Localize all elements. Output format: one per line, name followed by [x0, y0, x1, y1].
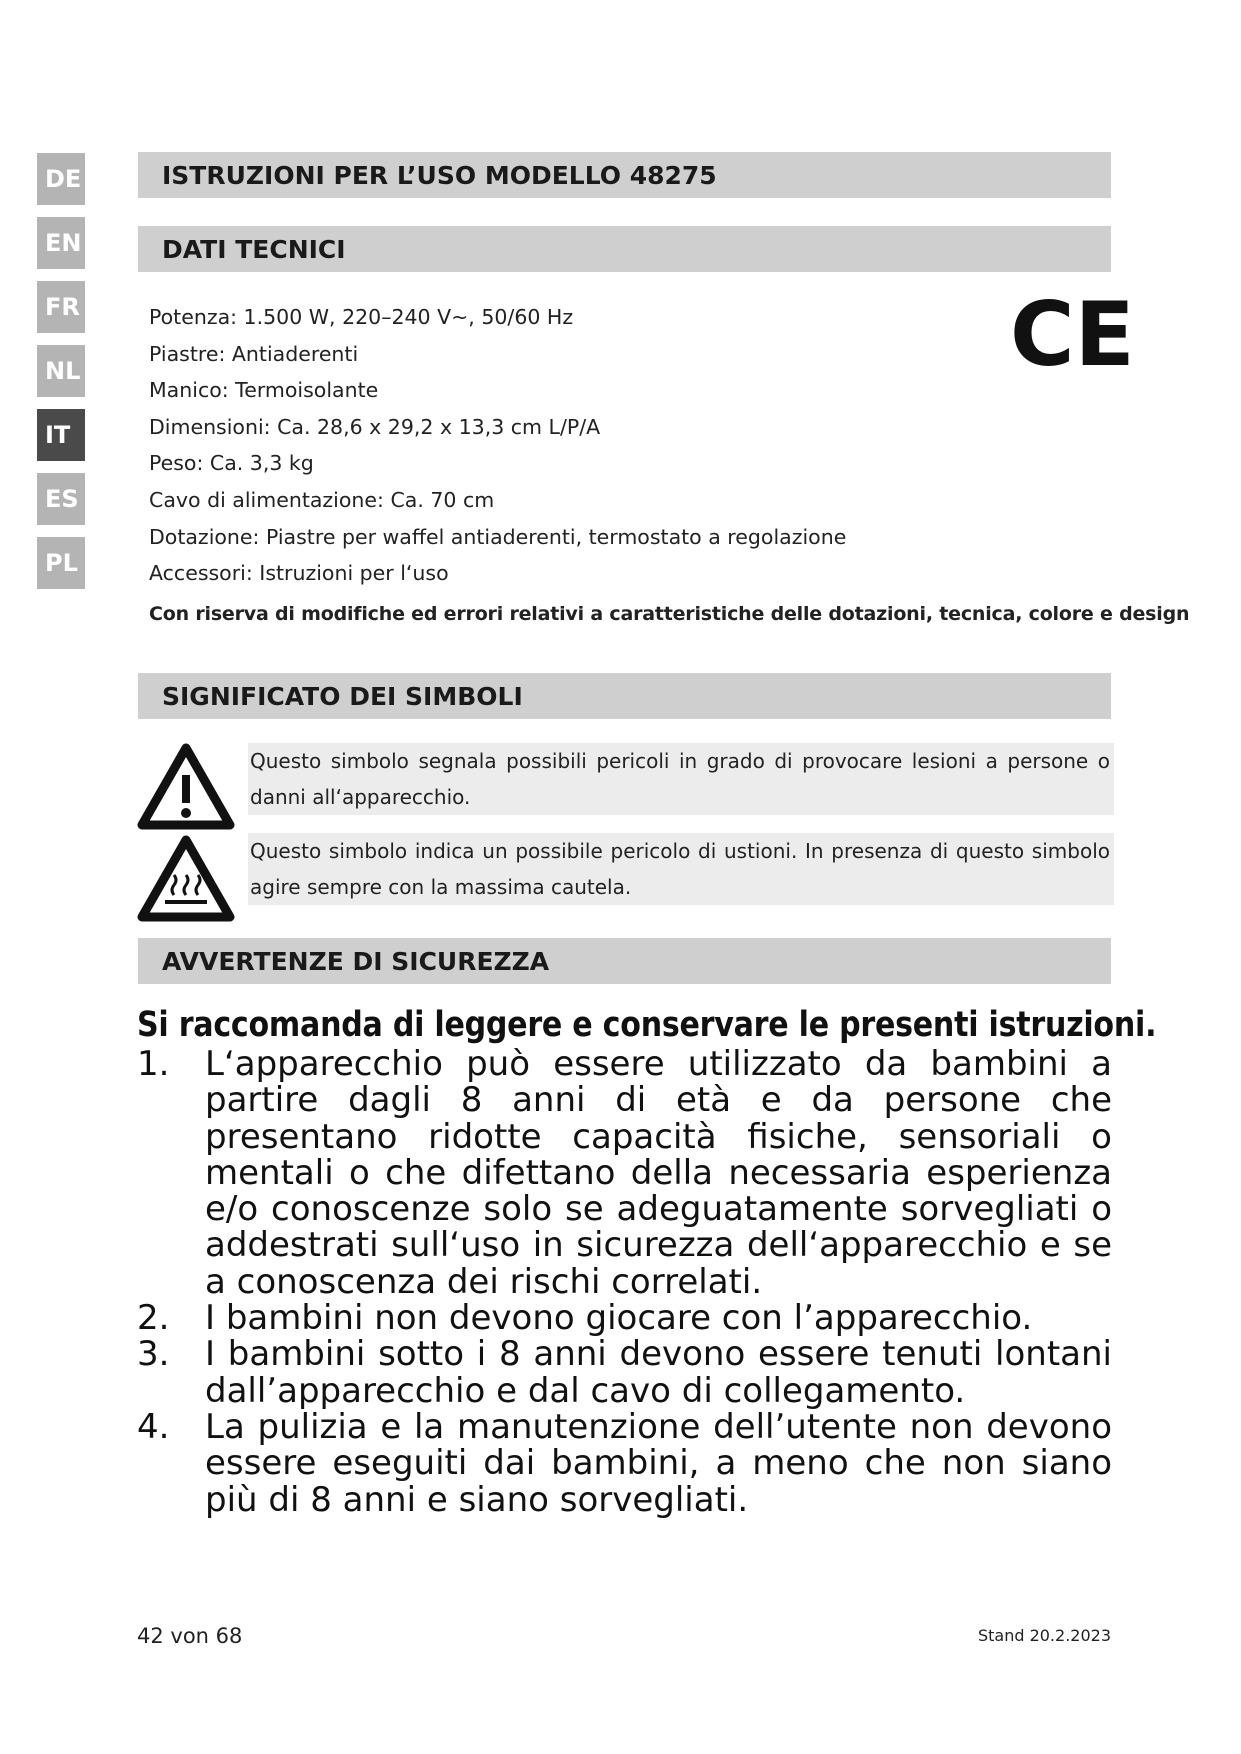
spec-line: Cavo di alimentazione: Ca. 70 cm [149, 487, 495, 512]
list-item-number: 3. [137, 1334, 170, 1375]
spec-line: Dimensioni: Ca. 28,6 x 29,2 x 13,3 cm L/P/A [149, 414, 601, 439]
specs-disclaimer: Con riserva di modifiche ed errori relativi a caratteristiche delle dotazioni, tecnica, colore e design [149, 602, 1190, 625]
lang-tab-fr[interactable]: FR [37, 281, 85, 333]
lang-tab-en[interactable]: EN [37, 217, 85, 269]
spec-line: Accessori: Istruzioni per l‘uso [149, 561, 449, 586]
lang-tab-es[interactable]: ES [37, 473, 85, 525]
list-item-text: L‘apparecchio può essere utilizzato da bambini a partire dagli 8 anni di età e da persone che presentano ridotte capacità fisiche, sensoriali o mentali o che difettano della necessaria esperienza e/o conoscenze solo se adeguatamente sorvegliati o addestrati sull‘uso in sicurezza dell‘apparecchio e se a conoscenza dei rischi correlati. [205, 1044, 1112, 1302]
spec-line: Piastre: Antiaderenti [149, 341, 359, 366]
safety-list [137, 1046, 1112, 1518]
symbol-hot-text: Questo simbolo indica un possibile pericolo di ustioni. In presenza di questo simbolo agire sempre con la massima cautela. [248, 833, 1114, 905]
symbols-heading: SIGNIFICATO DEI SIMBOLI [138, 673, 1111, 719]
list-item-text: I bambini non devono giocare con l’apparecchio. [205, 1298, 1033, 1339]
list-item [137, 1298, 1112, 1339]
safety-intro: Si raccomanda di leggere e conservare le presenti istruzioni. [137, 1005, 1157, 1045]
list-item [137, 1406, 1112, 1520]
language-tabs [37, 153, 85, 601]
lang-tab-nl[interactable]: NL [37, 345, 85, 397]
list-item-number: 2. [137, 1298, 170, 1339]
symbol-row-hot [138, 833, 1113, 923]
lang-tab-de[interactable]: DE [37, 153, 85, 205]
spec-line: Dotazione: Piastre per waffel antiaderenti, termostato a regolazione [149, 524, 847, 549]
list-item-text: I bambini sotto i 8 anni devono essere tenuti lontani dall’apparecchio e dal cavo di collegamento. [205, 1334, 1112, 1411]
list-item-number: 1. [137, 1044, 170, 1084]
svg-text:CE: CE [1010, 283, 1135, 386]
page-number: 42 von 68 [137, 1624, 243, 1648]
warning-triangle-icon [138, 743, 234, 829]
spec-line: Potenza: 1.500 W, 220–240 V~, 50/60 Hz [149, 305, 574, 329]
spec-line: Manico: Termoisolante [149, 378, 379, 403]
tech-specs [149, 299, 1189, 632]
symbol-row-warning [138, 743, 1113, 829]
list-item-text: La pulizia e la manutenzione dell’utente non devono essere eseguiti dai bambini, a meno che non siano più di 8 anni e siano sorvegliati. [205, 1406, 1112, 1520]
lang-tab-pl[interactable]: PL [37, 537, 85, 589]
hot-surface-icon [138, 835, 234, 921]
lang-tab-it[interactable]: IT [37, 409, 85, 461]
list-item-number: 4. [137, 1406, 170, 1447]
list-item [137, 1336, 1112, 1409]
spec-line: Peso: Ca. 3,3 kg [149, 451, 314, 476]
document-date: Stand 20.2.2023 [977, 1626, 1111, 1645]
page-title: ISTRUZIONI PER L’USO MODELLO 48275 [138, 152, 1111, 198]
safety-heading: AVVERTENZE DI SICUREZZA [138, 938, 1111, 984]
symbol-warning-text: Questo simbolo segnala possibili pericoli in grado di provocare lesioni a persone o danni all‘apparecchio. [248, 743, 1114, 815]
tech-data-heading: DATI TECNICI [138, 226, 1111, 272]
list-item [137, 1046, 1112, 1300]
